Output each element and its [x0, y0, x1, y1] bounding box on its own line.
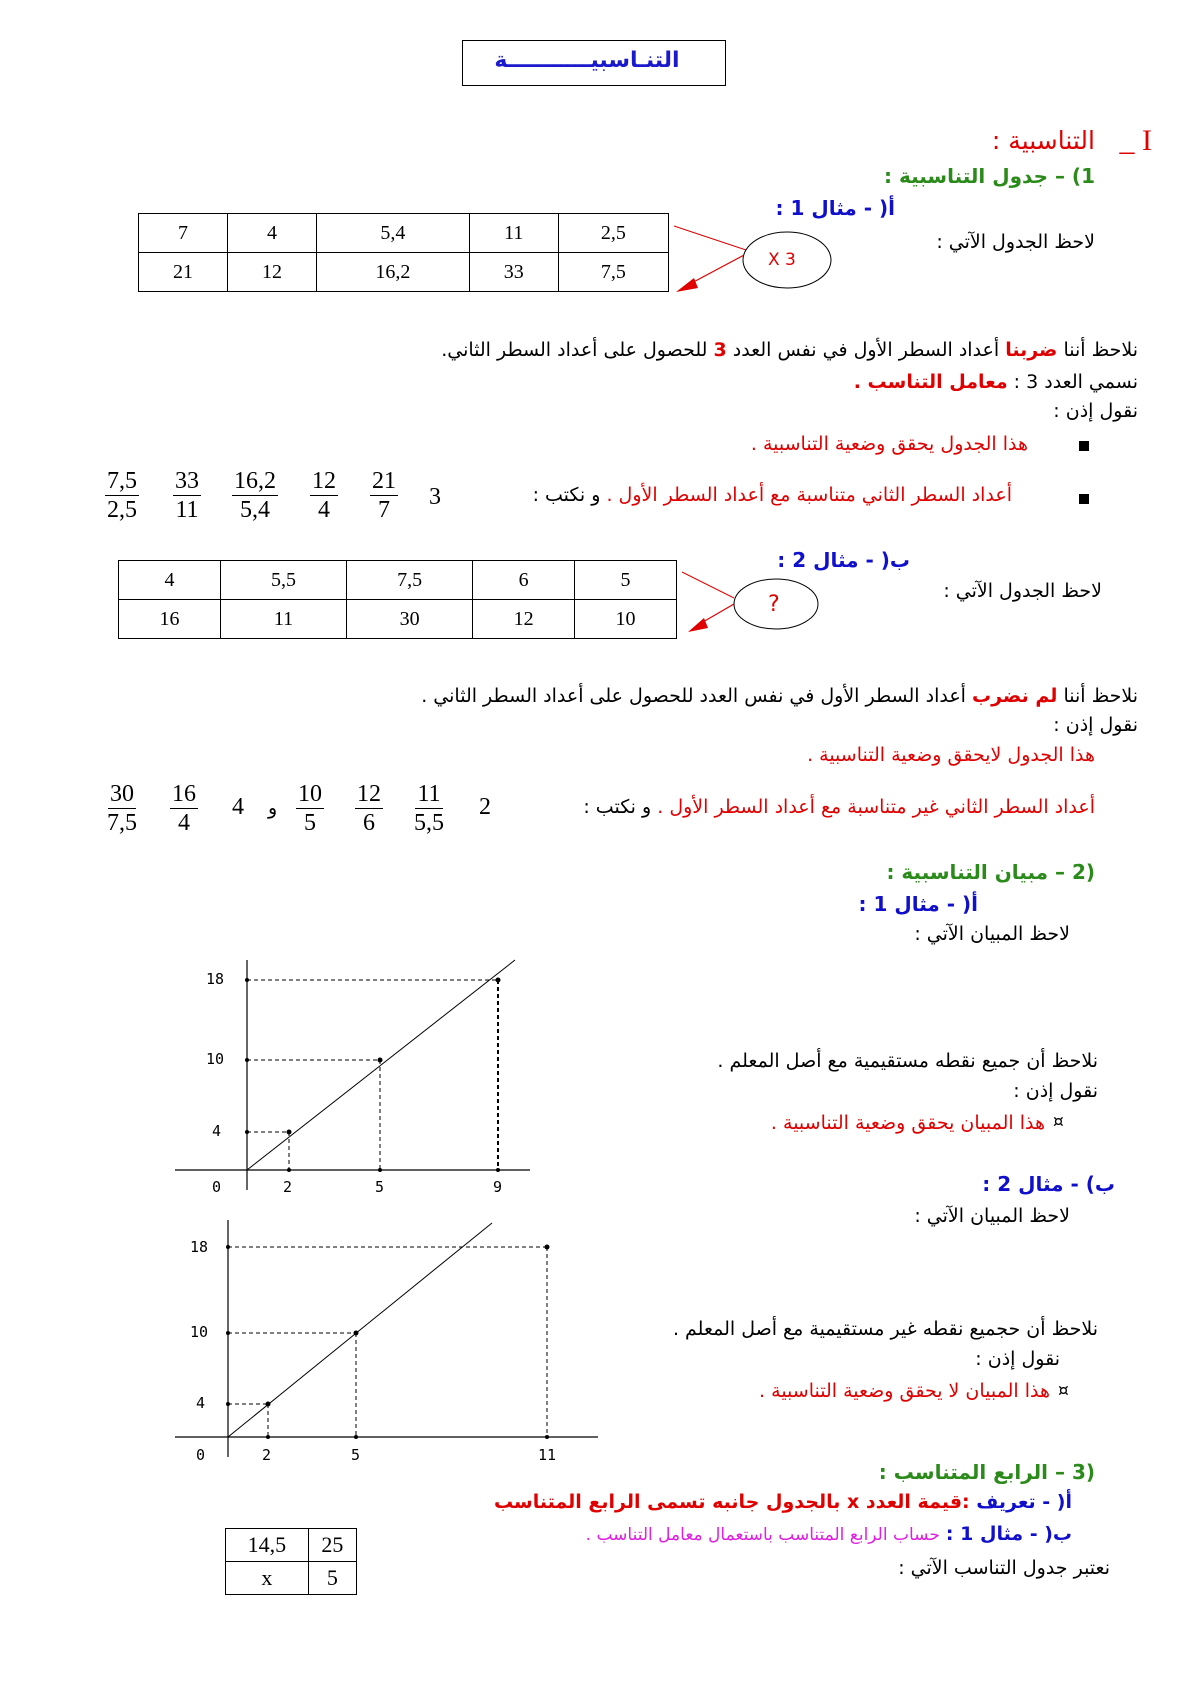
fraction-den: 7,5 — [107, 810, 137, 836]
bullet-2-text — [533, 484, 1012, 506]
fraction-den: 7 — [378, 497, 390, 523]
say-line-1: نقول إذن : — [1053, 400, 1138, 422]
table-cell: 16,2 — [317, 253, 470, 292]
table-cell: 5,4 — [317, 214, 470, 253]
fraction-num: 11 — [417, 781, 441, 807]
s2-ex2-label: ب) - مثال 2 : — [982, 1172, 1115, 1196]
line-main: أعداد السطر الثاني غير متناسبة مع أعداد السطر الأول . — [657, 796, 1095, 818]
naming-text: نسمي العدد 3 : — [1007, 371, 1138, 393]
table-cell: 7,5 — [558, 253, 668, 292]
ex2-intro: لاحظ الجدول الآتي : — [943, 580, 1102, 602]
ex1-intro: لاحظ الجدول الآتي : — [936, 231, 1095, 253]
table-cell: 5 — [575, 561, 677, 600]
x-tick-label: 2 — [262, 1446, 272, 1464]
table-cell: 7,5 — [347, 561, 473, 600]
currency-mark-2: ¤ — [1058, 1381, 1069, 1401]
table-2 — [118, 560, 677, 639]
obs-text: أعداد السطر الأول في نفس العدد للحصول على أعداد السطر الثاني . — [421, 685, 972, 707]
observation-1 — [441, 339, 1138, 361]
fraction-num: 7,5 — [107, 468, 137, 494]
table-cell: 25 — [308, 1529, 356, 1562]
bullet-square-2 — [1079, 494, 1089, 504]
fraction — [414, 780, 444, 837]
bullet-2-write: و نكتب : — [532, 484, 607, 506]
table-cell: 4 — [119, 561, 221, 600]
multiplier-arrow-1 — [670, 220, 840, 300]
fraction — [232, 467, 278, 524]
fraction — [170, 780, 198, 837]
table-cell: 4 — [228, 214, 317, 253]
constant-3: 4 — [232, 794, 244, 820]
x-tick-label: 5 — [351, 1446, 361, 1464]
currency-mark-1: ¤ — [1053, 1112, 1064, 1132]
fraction-den: 5,4 — [240, 497, 270, 523]
fraction-num: 10 — [298, 781, 322, 807]
table-cell: 21 — [139, 253, 228, 292]
obs-number: 3 — [713, 339, 727, 361]
fraction — [107, 780, 137, 837]
table-cell: 14,5 — [226, 1529, 309, 1562]
y-tick-label: 18 — [206, 970, 225, 988]
observation-2 — [421, 685, 1138, 707]
fraction-num: 12 — [312, 468, 336, 494]
s2-ex1-label: أ( - مثال 1 : — [858, 892, 978, 916]
fraction — [173, 467, 201, 524]
naming-line — [854, 371, 1138, 393]
section1-heading: التناسبية : — [991, 126, 1095, 155]
table-cell: 11 — [469, 214, 558, 253]
sub1-heading: 1) – جدول التناسبية : — [884, 164, 1095, 188]
question-bubble: ? — [768, 592, 780, 617]
fraction-num: 16,2 — [234, 468, 276, 494]
graph-2 — [170, 1215, 610, 1465]
section2-heading: (2 – مبيان التناسبية : — [886, 860, 1095, 884]
table-cell: 12 — [473, 600, 575, 639]
multiplier-bubble-1: X 3 — [768, 250, 796, 270]
table-cell: 16 — [119, 600, 221, 639]
graph2-observation: نلاحظ أن حجميع نقطه غير مستقيمية مع أصل المعلم . — [672, 1318, 1098, 1340]
constant-1: 3 — [429, 484, 441, 510]
s3-ex1-label: ب( - مثال 1 : — [945, 1523, 1072, 1545]
s2-ex1-intro: لاحظ المبيان الآتي : — [914, 923, 1070, 945]
ex2-label: ب( - مثال 2 : — [777, 548, 910, 572]
table-cell: x — [226, 1562, 309, 1595]
fraction — [296, 780, 324, 837]
x-tick-label: 0 — [212, 1178, 222, 1196]
not-proportional-line — [583, 796, 1095, 818]
fourth-proportional-table — [225, 1528, 357, 1595]
table-cell: 12 — [228, 253, 317, 292]
fraction-den: 5,5 — [414, 810, 444, 836]
fraction-den: 4 — [178, 810, 190, 836]
bullet-2-main: أعداد السطر الثاني متناسبة مع أعداد السطر الأول . — [606, 484, 1012, 506]
page-title: التنـاسبيـــــــــــة — [494, 48, 680, 73]
table-cell: 30 — [347, 600, 473, 639]
obs-emph: لم نضرب — [972, 685, 1058, 707]
graph1-result: هذا المبيان يحقق وضعية التناسبية . — [770, 1112, 1045, 1134]
obs-text: نلاحظ أننا — [1057, 685, 1138, 707]
definition-line — [494, 1491, 1072, 1513]
y-tick-label: 10 — [206, 1050, 225, 1068]
multiplier-arrow-2 — [680, 570, 830, 640]
not-proportional-note: هذا الجدول لايحقق وضعية التناسبية . — [807, 744, 1095, 766]
table-cell: 33 — [469, 253, 558, 292]
s2-ex2-intro: لاحظ المبيان الآتي : — [914, 1205, 1070, 1227]
fraction-den: 2,5 — [107, 497, 137, 523]
fraction-den: 6 — [363, 810, 375, 836]
fraction — [105, 467, 139, 524]
table-cell: 5,5 — [220, 561, 346, 600]
fraction — [370, 467, 398, 524]
x-tick-label: 0 — [196, 1446, 206, 1464]
section3-heading: (3 – الرابع المتناسب : — [878, 1460, 1095, 1484]
fraction-num: 33 — [175, 468, 199, 494]
obs-text: للحصول على أعداد السطر الثاني. — [441, 339, 714, 361]
table-cell: 6 — [473, 561, 575, 600]
x-tick-label: 2 — [283, 1178, 293, 1196]
x-tick-label: 5 — [375, 1178, 385, 1196]
s3-ex1-desc: حساب الرابع المتناسب باستعمال معامل التناسب . — [585, 1525, 940, 1545]
fraction — [310, 467, 338, 524]
y-tick-label: 4 — [196, 1394, 206, 1412]
table-cell: 10 — [575, 600, 677, 639]
definition-label: أ( - تعريف — [969, 1491, 1072, 1513]
obs-emph: ضربنا — [1005, 339, 1058, 361]
bullet-square-1 — [1079, 441, 1089, 451]
graph1-say: نقول إذن : — [1013, 1080, 1098, 1102]
table-1 — [138, 213, 669, 292]
obs-text: أعداد السطر الأول في نفس العدد — [726, 339, 1006, 361]
section1-number: I _ — [1119, 124, 1152, 157]
coefficient-term: معامل التناسب . — [853, 371, 1008, 393]
table-cell: 7 — [139, 214, 228, 253]
say-line-2: نقول إذن : — [1053, 714, 1138, 736]
ex1-label: أ( - مثال 1 : — [775, 196, 895, 220]
bullet-1-text: هذا الجدول يحقق وضعية التناسبية . — [750, 433, 1028, 455]
s3-example-line — [586, 1523, 1072, 1545]
fraction-num: 21 — [372, 468, 396, 494]
fraction-den: 5 — [304, 810, 316, 836]
fraction-den: 4 — [318, 497, 330, 523]
fraction-num: 30 — [110, 781, 134, 807]
fraction-num: 16 — [172, 781, 196, 807]
graph2-say: نقول إذن : — [975, 1348, 1060, 1370]
x-tick-label: 9 — [493, 1178, 503, 1196]
constant-2: 2 — [479, 794, 491, 820]
table-cell: 5 — [308, 1562, 356, 1595]
and-word: و — [268, 797, 278, 819]
s3-ex1-intro: نعتبر جدول التناسب الآتي : — [898, 1557, 1110, 1579]
y-tick-label: 10 — [190, 1323, 209, 1341]
line-write: و نكتب : — [583, 796, 658, 818]
graph2-result: هذا المبيان لا يحقق وضعية التناسبية . — [759, 1380, 1050, 1402]
y-tick-label: 18 — [190, 1238, 209, 1256]
fraction-num: 12 — [357, 781, 381, 807]
graph-1 — [170, 955, 540, 1205]
table-cell: 11 — [220, 600, 346, 639]
x-tick-label: 11 — [538, 1446, 557, 1464]
obs-text: نلاحظ أننا — [1057, 339, 1138, 361]
definition-text: :قيمة العدد x بالجدول جانبه تسمى الرابع المتناسب — [493, 1491, 970, 1513]
table-cell: 2,5 — [558, 214, 668, 253]
graph1-observation: نلاحظ أن جميع نقطه مستقيمية مع أصل المعلم . — [717, 1050, 1098, 1072]
y-tick-label: 4 — [212, 1122, 222, 1140]
fraction-den: 11 — [175, 497, 199, 523]
fraction — [355, 780, 383, 837]
